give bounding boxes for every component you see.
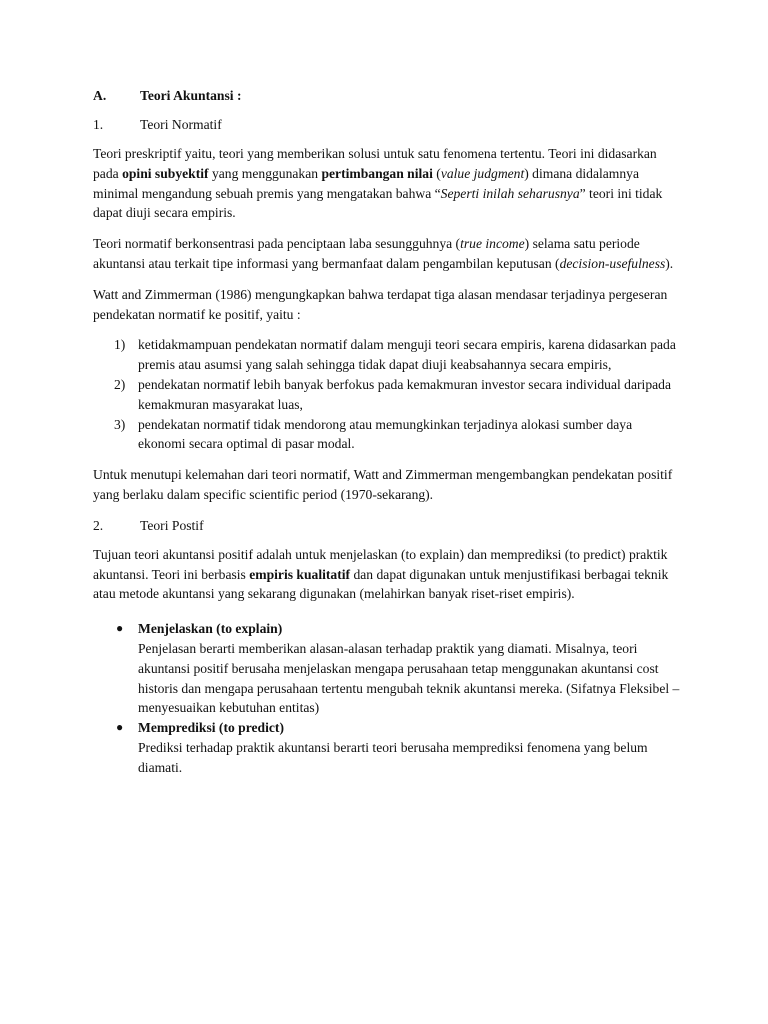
list-marker: 2) [114,376,126,392]
list-item [93,619,683,718]
bullet-text: Penjelasan berarti memberikan alasan-alasan terhadap praktik yang diamati. Misalnya, teori akuntansi positif berusaha menjelaskan mengapa perusahaan tetap menggunakan akuntansi cost historis dan mengapa perusahaan tertentu mengubah teknik akuntansi mereka. (Sifatnya Fleksibel – menyesuaikan kebutuhan entitas) [138,640,680,716]
section-a-number: A. [93,88,107,103]
bold-term: pertimbangan nilai [321,165,433,181]
bold-term: empiris kualitatif [249,566,351,582]
section-1-heading [93,115,683,135]
italic-term: true income [460,236,525,252]
normatif-paragraph-1 [93,144,683,223]
bullet-body [138,619,683,718]
normatif-paragraph-2 [93,234,683,274]
text-run: ” teori ini tidak dapat diuji secara empiris. [93,185,663,221]
italic-term: Seperti inilah seharusnya [440,185,580,201]
list-item [93,335,683,375]
section-2-title: Teori Postif [140,517,204,533]
italic-term: decision-usefulness [559,255,666,271]
list-marker: 3) [114,416,126,432]
bullet-icon: ● [116,621,124,636]
text-run: ( [432,165,441,181]
section-2-heading [93,516,683,536]
bullet-title: Menjelaskan (to explain) [138,621,283,637]
text-run: ) dimana didalamnya minimal mengandung sebuah premis yang mengatakan bahwa “ [93,165,640,201]
italic-term: value judgment [440,165,525,181]
bullet-title: Memprediksi (to predict) [138,720,284,736]
section-a-heading [93,86,683,106]
text-run: Tujuan teori akuntansi positif adalah untuk menjelaskan (to explain) dan memprediksi (to predict) praktik akuntansi. Teori ini berbasis [93,546,668,582]
text-run: ) selama satu periode akuntansi atau terkait tipe informasi yang bermanfaat dalam pengambilan keputusan ( [93,236,640,271]
normatif-paragraph-3: Watt and Zimmerman (1986) mengungkapkan bahwa terdapat tiga alasan mendasar terjadinya pergeseran pendekatan normatif ke positif, yaitu : [93,286,668,322]
positif-paragraph-1 [93,545,683,604]
section-1-title: Teori Normatif [140,117,222,132]
text-run: dan dapat digunakan untuk menjustifikasi berbagai teknik atau metode akuntansi yang sekarang digunakan (melahirkan banyak riset-riset empiris). [93,566,669,602]
text-run: Teori preskriptif yaitu, teori yang memberikan solusi untuk satu fenomena tertentu. Teori ini didasarkan pada [93,146,657,181]
normatif-paragraph-4: Untuk menutupi kelemahan dari teori normatif, Watt and Zimmerman mengembangkan pendekatan positif yang berlaku dalam specific scientific period (1970-sekarang). [93,467,673,502]
list-item [93,718,683,777]
list-item-text: ketidakmampuan pendekatan normatif dalam menguji teori secara empiris, karena didasarkan pada premis atau asumsi yang salah sehingga tidak dapat diuji keabsahannya secara empiris, [138,337,676,373]
bullet-list [93,619,683,777]
text-run: Teori normatif berkonsentrasi pada penciptaan laba sesungguhnya ( [93,236,461,252]
reasons-list [93,335,683,454]
bold-term: opini subyektif [122,165,209,181]
list-item [93,375,683,415]
text-run: ). [665,255,674,271]
document-page [93,86,683,778]
section-1-number: 1. [93,117,104,132]
bullet-text: Prediksi terhadap praktik akuntansi berarti teori berusaha memprediksi fenomena yang belum diamati. [138,739,648,775]
list-item-text: pendekatan normatif tidak mendorong atau memungkinkan terjadinya alokasi sumber daya ekonomi secara optimal di pasar modal. [138,416,633,452]
list-item-text: pendekatan normatif lebih banyak berfokus pada kemakmuran investor secara individual daripada kemakmuran masyarakat luas, [138,376,671,412]
section-a-title: Teori Akuntansi : [140,88,242,103]
list-marker: 1) [114,337,126,353]
bullet-icon: ● [116,720,124,735]
bullet-body [138,718,683,777]
text-run: yang menggunakan [208,165,322,181]
section-2-number: 2. [93,517,104,533]
list-item [93,415,683,455]
